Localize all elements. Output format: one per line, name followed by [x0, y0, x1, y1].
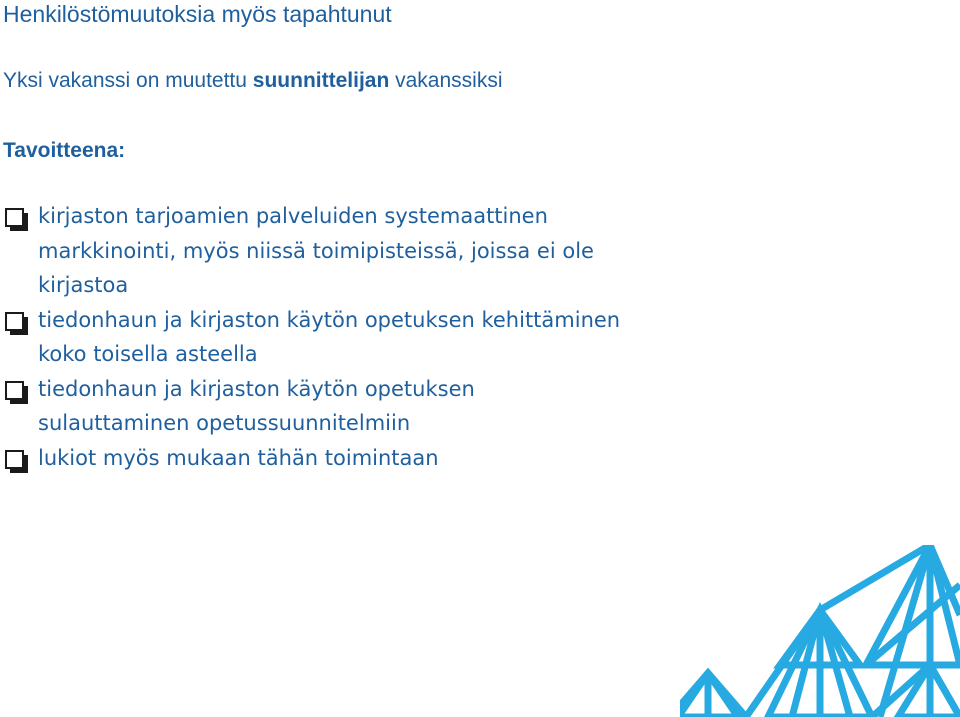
goal-item-text: lukiot myös mukaan tähän toimintaan	[38, 445, 439, 470]
goal-item	[3, 303, 623, 372]
checkbox-icon	[5, 450, 24, 469]
checkbox-icon	[5, 208, 24, 227]
geometric-star-decoration-icon	[680, 545, 960, 717]
goal-item	[3, 199, 623, 303]
goal-item-text: tiedonhaun ja kirjaston käytön opetuksen sulauttaminen opetussuunnitelmiin	[38, 376, 475, 435]
goals-list	[3, 199, 623, 475]
intro-prefix: Yksi vakanssi on muutettu	[3, 69, 253, 92]
checkbox-icon	[5, 312, 24, 331]
goal-item-text: kirjaston tarjoamien palveluiden systemaattinen markkinointi, myös niissä toimipisteissä, joissa ei ole kirjastoa	[38, 204, 594, 297]
goal-item-text: tiedonhaun ja kirjaston käytön opetuksen kehittäminen koko toisella asteella	[38, 307, 621, 366]
intro-suffix: vakanssiksi	[389, 69, 503, 92]
checkbox-icon	[5, 381, 24, 400]
slide-title: Henkilöstömuutoksia myös tapahtunut	[3, 1, 392, 27]
intro-bold: suunnittelijan	[252, 69, 390, 92]
goal-item	[3, 441, 623, 476]
goal-item	[3, 372, 623, 441]
goals-label: Tavoitteena:	[3, 139, 126, 162]
intro-text	[3, 67, 503, 95]
